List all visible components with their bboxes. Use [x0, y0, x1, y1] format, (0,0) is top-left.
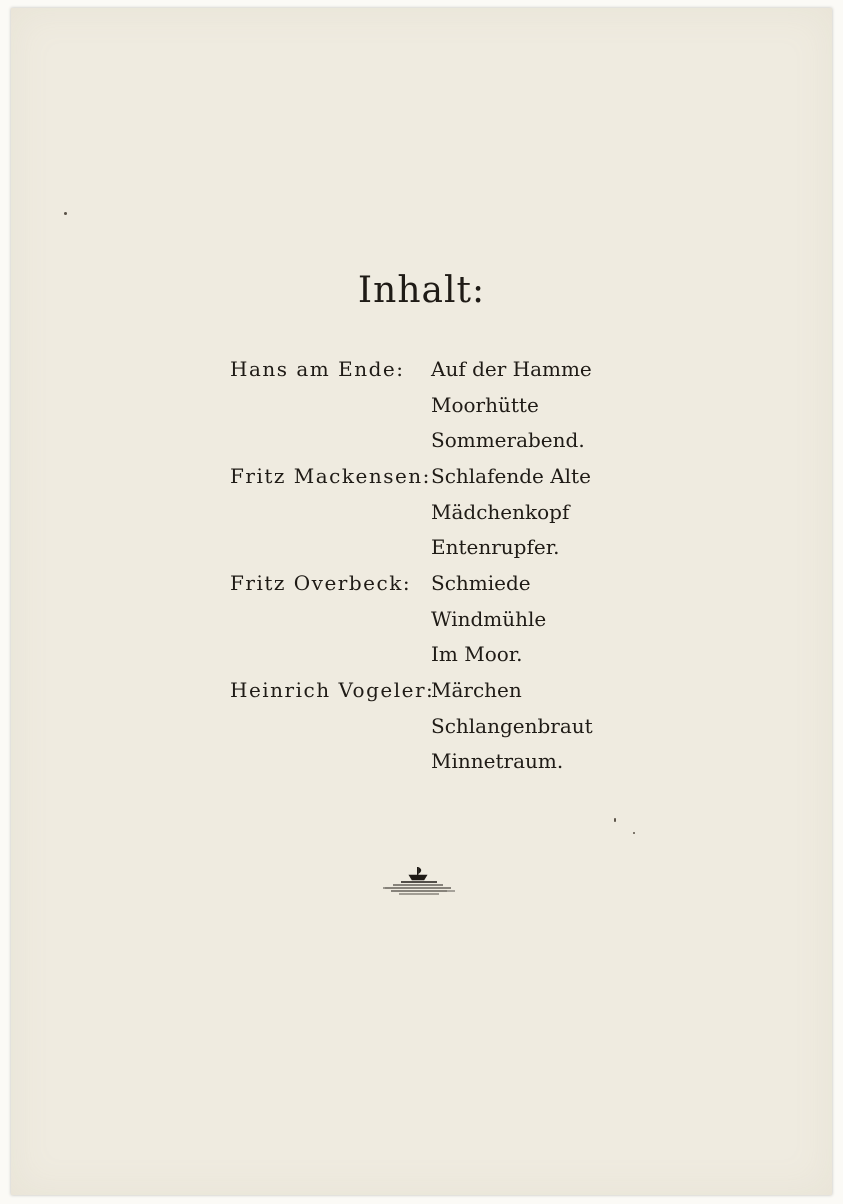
paper-sheet — [11, 8, 832, 1195]
work-list — [431, 459, 591, 566]
work-list — [431, 566, 546, 673]
work-title: Schlangenbraut — [431, 713, 593, 738]
work-title: Moorhütte — [431, 392, 539, 417]
work-title: Auf der Hamme — [431, 357, 592, 381]
artist-name: Fritz Mackensen: — [230, 464, 431, 488]
artist-name: Fritz Overbeck: — [230, 571, 412, 595]
work-title: Entenrupfer. — [431, 535, 560, 560]
paper-speck — [64, 212, 67, 215]
boat-on-water-icon — [371, 861, 461, 901]
work-title: Im Moor. — [431, 642, 523, 667]
work-title: Mädchenkopf — [431, 499, 570, 524]
work-title: Sommerabend. — [431, 428, 585, 453]
work-title: Windmühle — [431, 606, 547, 631]
artist-name: Hans am Ende: — [230, 357, 405, 381]
paper-speck — [633, 832, 635, 834]
artist-name: Heinrich Vogeler: — [230, 678, 435, 702]
work-list — [431, 352, 592, 459]
work-list — [431, 673, 593, 780]
work-title: Schmiede — [431, 571, 531, 595]
paper-speck — [614, 818, 616, 822]
page-title: Inhalt: — [357, 270, 486, 311]
work-title: Schlafende Alte — [431, 464, 591, 488]
work-title: Märchen — [431, 678, 522, 702]
work-title: Minnetraum. — [431, 749, 564, 774]
